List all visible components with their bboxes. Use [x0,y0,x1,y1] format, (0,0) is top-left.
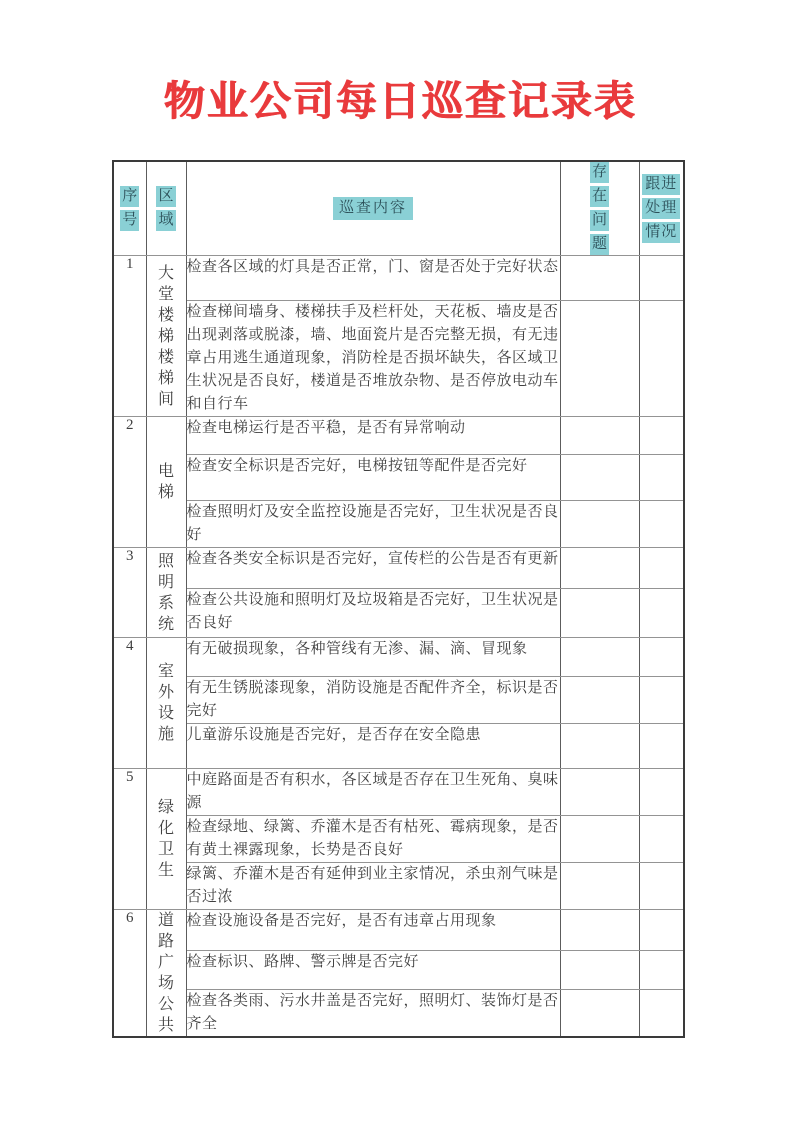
table-row [113,989,684,1037]
area-char: 楼 [157,306,174,324]
area-char: 楼 [157,348,174,366]
followup-cell [639,638,684,677]
problem-cell [560,638,639,677]
area-char: 广 [157,954,174,971]
content-cell: 绿篱、乔灌木是否有延伸到业主家情况，杀虫剂气味是否过浓 [186,863,560,910]
problem-cell [560,677,639,724]
area-char: 室 [157,663,174,680]
table-row [113,769,684,816]
table-row [113,501,684,548]
content-cell: 检查梯间墙身、楼梯扶手及栏杆处，天花板、墙皮是否出现剥落或脱漆，墙、地面瓷片是否完整无损，有无违章占用逃生通道现象，消防栓是否损坏缺失，各区域卫生状况是否良好，楼道是否堆放杂物、是否停放电动车和自行车 [186,301,560,417]
page-title: 物业公司每日巡查记录表 [163,78,637,124]
area-char: 卫 [157,841,174,858]
content-cell: 中庭路面是否有积水，各区域是否存在卫生死角、臭味源 [186,769,560,816]
problem-cell [560,951,639,989]
content-cell: 检查各类安全标识是否完好，宣传栏的公告是否有更新 [186,548,560,589]
followup-cell [639,256,684,301]
area-char: 路 [157,933,174,950]
followup-cell [639,951,684,989]
problem-cell [560,989,639,1037]
problem-cell [560,910,639,951]
header-highlight-text: 情况 [642,222,680,243]
area-char: 梯 [157,484,174,501]
content-cell: 检查各区域的灯具是否正常，门、窗是否处于完好状态 [186,256,560,301]
header-highlight-text: 区 [156,186,175,207]
header-highlight-text: 域 [156,210,175,231]
header-content [187,197,560,220]
area-char: 堂 [157,285,174,303]
area-char: 大 [157,264,174,282]
problem-cell [560,548,639,589]
followup-cell [639,677,684,724]
problem-cell [560,769,639,816]
header-followup [640,174,684,243]
area-char: 生 [157,862,174,879]
followup-cell [639,548,684,589]
area-char: 场 [157,975,174,992]
table-row [113,455,684,501]
table-row [113,417,684,455]
followup-cell [639,769,684,816]
serial-cell: 1 [113,256,146,417]
problem-cell [560,256,639,301]
header-highlight-text: 问 [590,210,609,231]
area-char: 梯 [157,327,174,345]
area-char: 外 [157,684,174,701]
content-cell: 检查公共设施和照明灯及垃圾箱是否完好，卫生状况是否良好 [186,589,560,638]
content-cell: 儿童游乐设施是否完好，是否存在安全隐患 [186,724,560,769]
area-char: 电 [157,463,174,480]
content-cell: 有无破损现象，各种管线有无渗、漏、滴、冒现象 [186,638,560,677]
table-body [113,256,684,1038]
area-cell [146,769,186,910]
problem-cell [560,417,639,455]
header-highlight-text: 题 [590,234,609,255]
content-cell: 检查照明灯及安全监控设施是否完好，卫生状况是否良好 [186,501,560,548]
area-char: 道 [157,912,174,929]
followup-cell [639,724,684,769]
content-cell: 检查安全标识是否完好，电梯按钮等配件是否完好 [186,455,560,501]
problem-cell [560,301,639,417]
table-row [113,638,684,677]
header-cell-content [186,161,560,256]
followup-cell [639,910,684,951]
table-row [113,256,684,301]
followup-cell [639,301,684,417]
area-char: 设 [157,705,174,722]
area-char: 系 [157,594,174,612]
area-char: 绿 [157,799,174,816]
table-row [113,677,684,724]
content-cell: 检查各类雨、污水井盖是否完好，照明灯、装饰灯是否齐全 [186,989,560,1037]
problem-cell [560,724,639,769]
content-cell: 检查标识、路牌、警示牌是否完好 [186,951,560,989]
area-char: 公 [157,996,174,1013]
followup-cell [639,989,684,1037]
header-highlight-text: 序 [120,186,139,207]
area-cell [146,910,186,1038]
problem-cell [560,455,639,501]
header-problem [561,162,639,255]
area-char: 间 [157,390,174,408]
followup-cell [639,863,684,910]
table-row [113,301,684,417]
serial-cell: 2 [113,417,146,548]
content-cell: 检查电梯运行是否平稳，是否有异常响动 [186,417,560,455]
header-cell-area [146,161,186,256]
header-area [147,186,186,231]
area-char: 共 [157,1017,174,1034]
followup-cell [639,816,684,863]
table-row [113,951,684,989]
header-highlight-text: 号 [120,210,139,231]
area-cell [146,417,186,548]
header-cell-problem [560,161,639,256]
area-char: 统 [157,615,174,633]
area-char: 照 [157,552,174,570]
header-highlight-text: 巡查内容 [333,197,413,220]
problem-cell [560,863,639,910]
header-highlight-text: 处理 [642,198,680,219]
followup-cell [639,417,684,455]
header-highlight-text: 存 [590,162,609,183]
area-cell [146,638,186,769]
table-row [113,816,684,863]
serial-cell: 6 [113,910,146,1038]
area-cell [146,548,186,638]
content-cell: 检查绿地、绿篱、乔灌木是否有枯死、霉病现象，是否有黄土裸露现象，长势是否良好 [186,816,560,863]
followup-cell [639,501,684,548]
header-cell-followup [639,161,684,256]
table-row [113,589,684,638]
serial-cell: 3 [113,548,146,638]
problem-cell [560,589,639,638]
table-row [113,910,684,951]
area-char: 明 [157,573,174,591]
content-cell: 检查设施设备是否完好，是否有违章占用现象 [186,910,560,951]
header-cell-no [113,161,146,256]
area-cell [146,256,186,417]
followup-cell [639,589,684,638]
content-cell: 有无生锈脱漆现象，消防设施是否配件齐全，标识是否完好 [186,677,560,724]
table-row [113,863,684,910]
problem-cell [560,816,639,863]
table-row [113,548,684,589]
followup-cell [639,455,684,501]
serial-cell: 5 [113,769,146,910]
area-char: 施 [157,726,174,743]
header-no [114,186,146,231]
header-highlight-text: 跟进 [642,174,680,195]
inspection-table [112,160,685,1038]
problem-cell [560,501,639,548]
area-char: 化 [157,820,174,837]
header-highlight-text: 在 [590,186,609,207]
header-row [113,161,684,256]
area-char: 梯 [157,369,174,387]
table-row [113,724,684,769]
serial-cell: 4 [113,638,146,769]
